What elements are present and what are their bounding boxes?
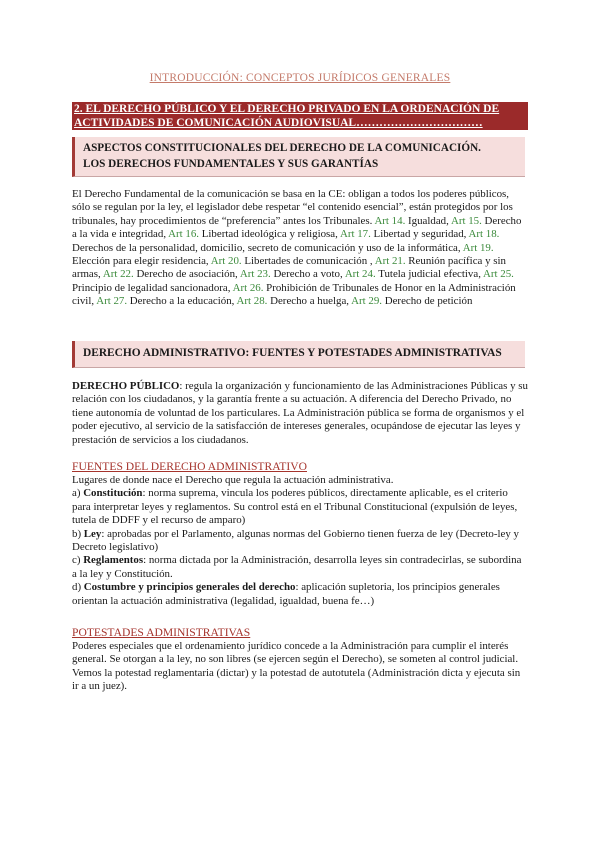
article-text: Libertad ideológica y religiosa, — [199, 228, 340, 241]
article-ref: Art 26. — [232, 281, 264, 294]
fuentes-intro: Lugares de donde nace el Derecho que regula la actuación administrativa. — [72, 474, 394, 486]
item-text: : aplicación supletoria, los principios generales orientan la actuación administrativa (legalidad, igualdad, buena fe…) — [72, 581, 500, 607]
callout-line-1: ASPECTOS CONSTITUCIONALES DEL DERECHO DE LA COMUNICACIÓN. — [83, 142, 481, 154]
article-text: Derechos de la personalidad, domicilio, secreto de comunicación y uso de la informática, — [72, 241, 463, 254]
public-law-paragraph — [72, 380, 528, 447]
article-ref: Art 16. — [168, 228, 200, 241]
article-ref: Art 14. — [374, 214, 406, 227]
section-heading-line-1: 2. EL DERECHO PÚBLICO Y EL DERECHO PRIVADO EN LA ORDENACIÓN DE — [72, 102, 528, 116]
fuentes-heading: FUENTES DEL DERECHO ADMINISTRATIVO — [72, 460, 307, 473]
potestades-paragraph: Poderes especiales que el ordenamiento jurídico concede a la Administración para cumplir el interés general. Se otorgan a la ley, no son libres (se ejercen según el Derecho), se someten al control judicial. Vemos la potestad reglamentaria (dictar) y la potestad de autotutela (Administración dicta y ejecuta sin ir a un juez). — [72, 640, 521, 693]
item-prefix: c) — [72, 554, 84, 567]
item-label: Reglamentos — [83, 554, 144, 567]
callout-administrative-law — [72, 341, 525, 368]
article-ref: Art 17. — [339, 228, 371, 241]
article-text: Tutela judicial efectiva, — [375, 268, 484, 281]
callout-line-2: LOS DERECHOS FUNDAMENTALES Y SUS GARANTÍAS — [83, 158, 379, 170]
callout-text: DERECHO ADMINISTRATIVO: FUENTES Y POTESTADES ADMINISTRATIVAS — [83, 347, 502, 359]
article-text: Derecho de asociación, — [133, 268, 240, 281]
article-text: Prohibición de Tribunales de Honor en la Administración civil, — [72, 281, 516, 308]
section-heading-line-2: ACTIVIDADES DE COMUNICACIÓN AUDIOVISUAL…………………………… — [72, 116, 528, 130]
article-text: Derecho a huelga, — [267, 295, 352, 308]
article-text: Derecho a la vida e integridad, — [72, 214, 522, 241]
item-text: : aprobadas por el Parlamento, algunas normas del Gobierno tienen fuerza de ley (Decreto-ley y Decreto legislativo) — [72, 527, 519, 554]
article-ref: Art 29. — [351, 295, 383, 308]
article-ref: Art 15. — [450, 214, 482, 227]
article-text: Principio de legalidad sancionadora, — [72, 281, 233, 294]
article-ref: Art 24. — [344, 268, 376, 281]
article-ref: Art 21. — [374, 255, 406, 268]
article-ref: Art 19. — [462, 241, 494, 254]
potestades-heading: POTESTADES ADMINISTRATIVAS — [72, 626, 251, 639]
item-prefix: b) — [72, 527, 84, 540]
article-ref: Art 23. — [239, 268, 271, 281]
article-text: Derecho a la educación, — [127, 295, 237, 308]
article-ref: Art 20. — [210, 255, 242, 268]
rights-article-list — [72, 215, 521, 307]
rights-intro: El Derecho Fundamental de la comunicación se basa en la CE: obligan a todos los poderes públicos, sólo se regulan por la ley, el legislador debe respetar “el contenido esencial”, están protegidos por los tribunales, hay procedimientos de “preferencia” antes los Tribunales. — [72, 188, 513, 227]
rights-paragraph — [72, 188, 528, 309]
article-text: Elección para elegir residencia, — [72, 255, 211, 268]
item-label: Constitución — [83, 487, 143, 500]
article-text: Libertad y seguridad, — [370, 228, 469, 241]
item-text: : norma dictada por la Administración, desarrolla leyes sin contradecirlas, se subordina a la ley y Constitución. — [72, 554, 522, 580]
article-text: Libertades de comunicación , — [241, 255, 375, 268]
article-text: Reunión pacífica y sin armas, — [72, 255, 506, 281]
fuentes-body — [72, 474, 528, 608]
article-text: Derecho a voto, — [270, 268, 345, 281]
article-ref: Art 27. — [96, 295, 128, 308]
article-text: Derecho de petición — [382, 295, 473, 308]
item-prefix: d) — [72, 581, 84, 594]
article-ref: Art 25. — [483, 268, 514, 281]
public-law-label: DERECHO PÚBLICO — [72, 380, 180, 392]
article-ref: Art 28. — [236, 295, 268, 308]
item-text: : norma suprema, vincula los poderes públicos, directamente aplicable, es el criterio para interpretar leyes y reglamentos. Su control está en el Tribunal Constitucional (expulsión de leyes, tutela de DDFF y el recurso de amparo) — [72, 487, 518, 527]
fuentes-item-d — [72, 581, 528, 608]
article-ref: Art 18. — [468, 228, 500, 241]
item-label: Ley — [83, 527, 102, 540]
article-ref: Art 22. — [102, 268, 134, 281]
article-text: Igualdad, — [405, 214, 451, 227]
page-title: INTRODUCCIÓN: CONCEPTOS JURÍDICOS GENERALES — [149, 72, 451, 84]
fuentes-item-c — [72, 554, 528, 581]
public-law-text: : regula la organización y funcionamiento de las Administraciones Públicas y su relación con los ciudadanos, y la garantía frente a su actuación. A diferencia del Derecho Privado, no tiene autonomía de voluntad de los particulares. La Administración pública se forma de organismos y el poder ejecutivo, al servicio de la satisfacción de intereses generales, ocupándose de ejecutar las leyes y prestación de servicios a los ciudadanos. — [72, 380, 528, 446]
callout-constitutional-aspects — [72, 137, 525, 177]
item-label: Costumbre y principios generales del derecho — [83, 581, 296, 594]
fuentes-item-b — [72, 528, 528, 555]
fuentes-item-a — [72, 487, 528, 527]
item-prefix: a) — [72, 487, 84, 500]
